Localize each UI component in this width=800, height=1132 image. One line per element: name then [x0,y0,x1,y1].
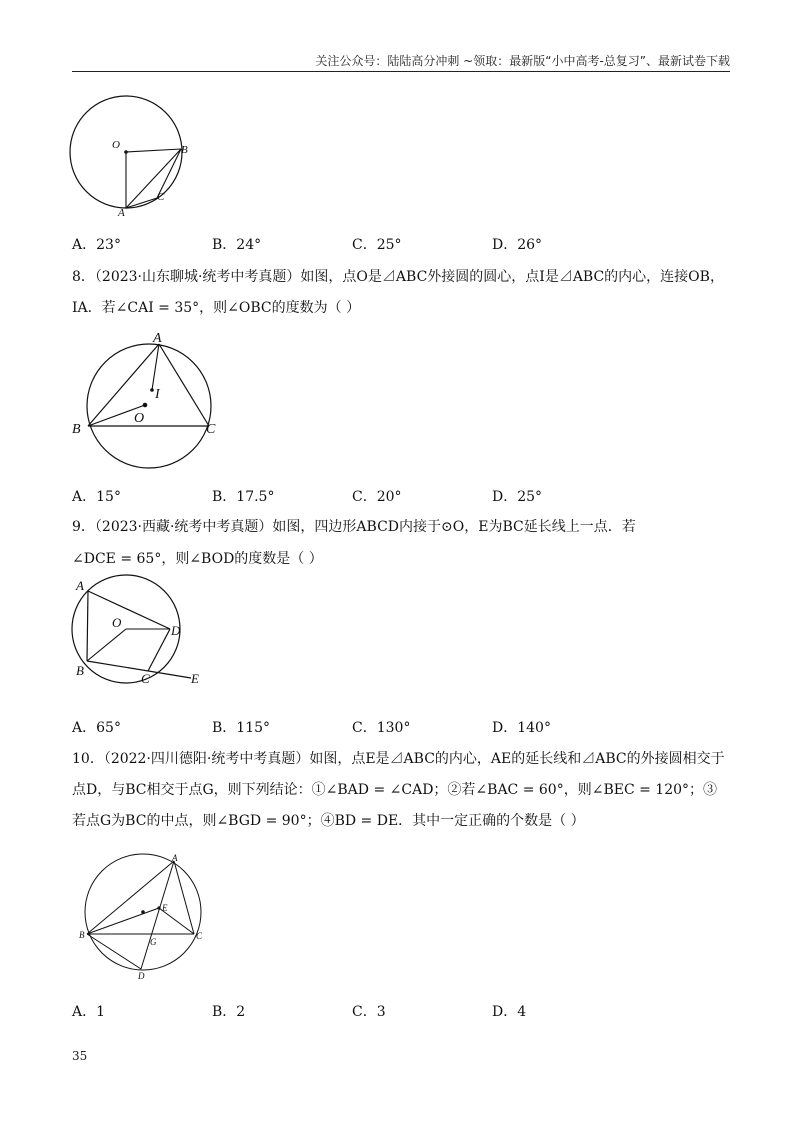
q9-label-d: D [171,623,181,638]
q8-option-b[interactable]: B．17.5° [212,489,275,505]
q7-options [72,234,672,254]
q9-label-o: O [112,615,122,630]
q9-option-b[interactable]: B．115° [212,720,271,736]
q7-label-o: O [112,139,120,151]
q10-label-d: D [138,971,145,981]
header-divider [72,71,730,72]
q10-text-line3: 若点G为BC的中点，则∠BGD = 90°；④BD = DE．其中一定正确的个数是（ ） [72,813,585,829]
q10-label-g: G [150,937,157,947]
q10-text-line1: 10．（2022·四川德阳·统考中考真题）如图，点E是⊿ABC的内心，AE的延长线和⊿ABC的外接圆相交于 [72,751,725,767]
q8-label-b: B [72,422,81,437]
q8-text-line2: IA．若∠CAI = 35°，则∠OBC的度数为（ ） [72,300,361,316]
q10-label-e: E [162,903,168,913]
q10-option-d[interactable]: D．4 [492,1004,527,1020]
q10-option-c[interactable]: C．3 [352,1004,386,1020]
q9-option-a[interactable]: A．65° [72,720,121,736]
q10-option-b[interactable]: B．2 [212,1004,246,1020]
q8-options [72,486,672,506]
q10-options [72,1001,672,1021]
q8-option-c[interactable]: C．20° [352,489,402,505]
q7-figure [60,88,200,227]
q10-label-c: C [196,931,203,941]
q7-label-a: A [118,207,125,219]
q8-text-line1: 8．（2023·山东聊城·统考中考真题）如图，点O是⊿ABC外接圆的圆心，点I是⊿ABC的内心，连接OB， [72,269,724,285]
q10-label-a: A [172,853,178,863]
q10-option-a[interactable]: A．1 [72,1004,106,1020]
q8-label-i: I [155,387,160,402]
q8-label-a: A [153,331,162,346]
q9-label-a: A [76,578,84,593]
q10-label-b: B [79,930,85,940]
q8-figure [66,326,236,480]
q9-option-d[interactable]: D．140° [492,720,551,736]
q9-text-line2: ∠DCE = 65°，则∠BOD的度数是（ ） [72,551,323,567]
q7-option-c[interactable]: C．25° [352,237,402,253]
q9-options [72,717,672,737]
q8-label-c: C [206,422,216,437]
q7-label-c: C [157,191,165,203]
q7-option-a[interactable]: A．23° [72,237,121,253]
q8-option-a[interactable]: A．15° [72,489,121,505]
page-header: 关注公众号：陆陆高分冲刺 ~领取：最新版“小中高考-总复习”、最新试卷下载 [315,54,730,68]
q7-option-b[interactable]: B．24° [212,237,262,253]
q10-text-line2: 点D，与BC相交于点G，则下列结论：①∠BAD = ∠CAD；②若∠BAC = 60°，则∠BEC = 120°；③ [72,782,718,798]
q7-label-b: B [181,144,188,156]
q9-text-line1: 9．（2023·西藏·统考中考真题）如图，四边形ABCD内接于⊙O，E为BC延长线上一点．若 [72,519,636,535]
q8-option-d[interactable]: D．25° [492,489,543,505]
q9-option-c[interactable]: C．130° [352,720,411,736]
q10-figure [76,852,216,986]
page-number: 35 [72,1049,88,1063]
q9-figure [66,574,216,696]
q8-label-o: O [134,411,145,426]
q9-label-e: E [191,671,199,686]
q7-option-d[interactable]: D．26° [492,237,543,253]
q9-label-b: B [76,663,84,678]
q9-label-c: C [141,671,150,686]
